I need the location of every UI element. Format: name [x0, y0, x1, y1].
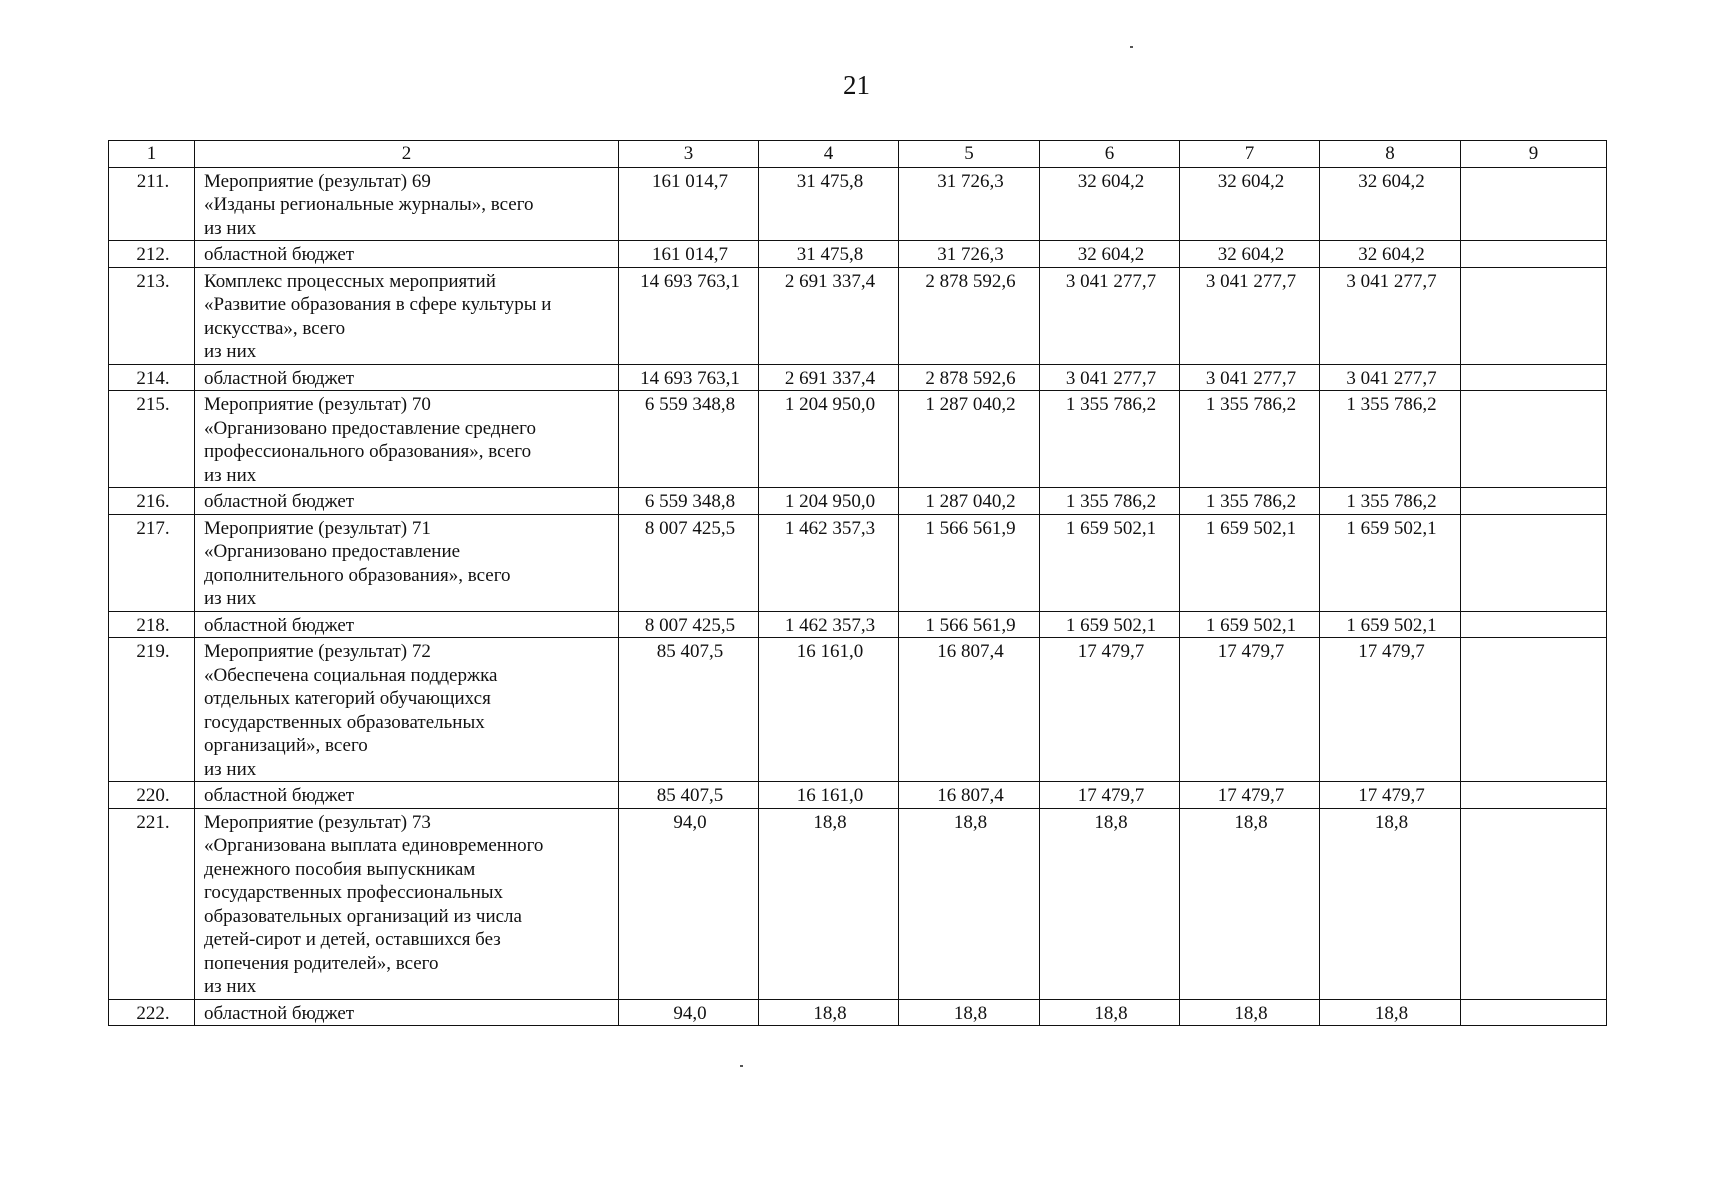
scan-speck	[740, 1065, 743, 1067]
value-col-7: 1 659 502,1	[1180, 611, 1320, 638]
value-col-9	[1461, 391, 1607, 488]
row-name-line: Мероприятие (результат) 72	[204, 641, 431, 662]
row-name-line: попечения родителей», всего	[204, 952, 439, 974]
row-name-line: Мероприятие (результат) 73	[204, 811, 431, 833]
column-header-2: 2	[195, 141, 619, 168]
table-row	[109, 611, 1607, 638]
value-col-3: 14 693 763,1	[619, 267, 759, 364]
table-row	[109, 391, 1607, 488]
value-col-4: 31 475,8	[759, 241, 899, 268]
row-name-line: областной бюджет	[204, 614, 355, 636]
value-col-6: 18,8	[1040, 999, 1180, 1026]
value-col-6: 3 041 277,7	[1040, 267, 1180, 364]
row-name	[195, 364, 619, 391]
row-number: 218.	[109, 611, 195, 638]
row-name	[195, 391, 619, 488]
column-header-9: 9	[1461, 141, 1607, 168]
page-number: 21	[843, 70, 870, 100]
value-col-9	[1461, 782, 1607, 809]
value-col-9	[1461, 488, 1607, 515]
table-row	[109, 364, 1607, 391]
value-col-5: 1 566 561,9	[899, 611, 1040, 638]
value-col-6: 1 355 786,2	[1040, 488, 1180, 515]
value-col-4: 1 204 950,0	[759, 488, 899, 515]
value-col-7: 3 041 277,7	[1180, 364, 1320, 391]
value-col-6: 32 604,2	[1040, 241, 1180, 268]
row-name	[195, 514, 619, 611]
row-name-line: «Развитие образования в сфере культуры и	[204, 294, 552, 315]
value-col-4: 18,8	[759, 999, 899, 1026]
value-col-8: 32 604,2	[1320, 241, 1461, 268]
row-name-line: государственных профессиональных	[204, 882, 504, 903]
row-name	[195, 999, 619, 1026]
table-row	[109, 782, 1607, 809]
row-name-line: организаций», всего	[204, 735, 368, 756]
row-name-line: отдельных категорий обучающихся	[204, 688, 491, 709]
table-row	[109, 167, 1607, 241]
value-col-3: 85 407,5	[619, 782, 759, 809]
value-col-6: 1 659 502,1	[1040, 611, 1180, 638]
value-col-8: 3 041 277,7	[1320, 267, 1461, 364]
row-name-line: из них	[204, 464, 257, 486]
value-col-5: 18,8	[899, 808, 1040, 999]
value-col-8: 1 659 502,1	[1320, 514, 1461, 611]
row-name-line: областной бюджет	[204, 785, 355, 806]
value-col-4: 2 691 337,4	[759, 364, 899, 391]
column-header-5: 5	[899, 141, 1040, 168]
row-number: 215.	[109, 391, 195, 488]
row-name-line: Комплекс процессных мероприятий	[204, 270, 496, 292]
value-col-8: 18,8	[1320, 999, 1461, 1026]
row-name-line: профессионального образования», всего	[204, 441, 532, 462]
value-col-5: 16 807,4	[899, 782, 1040, 809]
value-col-6: 1 659 502,1	[1040, 514, 1180, 611]
row-name-line: областной бюджет	[204, 367, 355, 389]
value-col-3: 94,0	[619, 808, 759, 999]
value-col-7: 3 041 277,7	[1180, 267, 1320, 364]
value-col-5: 1 566 561,9	[899, 514, 1040, 611]
value-col-4: 31 475,8	[759, 167, 899, 241]
row-name-line: из них	[204, 217, 257, 239]
value-col-9	[1461, 611, 1607, 638]
table-row	[109, 488, 1607, 515]
value-col-9	[1461, 364, 1607, 391]
value-col-6: 17 479,7	[1040, 638, 1180, 782]
value-col-4: 16 161,0	[759, 638, 899, 782]
value-col-3: 6 559 348,8	[619, 488, 759, 515]
value-col-7: 18,8	[1180, 999, 1320, 1026]
value-col-8: 17 479,7	[1320, 782, 1461, 809]
value-col-8: 1 355 786,2	[1320, 391, 1461, 488]
row-name-line: Мероприятие (результат) 70	[204, 394, 431, 415]
value-col-9	[1461, 638, 1607, 782]
row-name-line: денежного пособия выпускникам	[204, 858, 476, 880]
row-name-line: искусства», всего	[204, 317, 346, 339]
table-row	[109, 267, 1607, 364]
value-col-7: 32 604,2	[1180, 241, 1320, 268]
row-name	[195, 808, 619, 999]
value-col-5: 2 878 592,6	[899, 267, 1040, 364]
value-col-9	[1461, 808, 1607, 999]
value-col-7: 32 604,2	[1180, 167, 1320, 241]
value-col-6: 18,8	[1040, 808, 1180, 999]
value-col-5: 18,8	[899, 999, 1040, 1026]
column-header-7: 7	[1180, 141, 1320, 168]
row-number: 212.	[109, 241, 195, 268]
value-col-9	[1461, 167, 1607, 241]
value-col-7: 1 355 786,2	[1180, 391, 1320, 488]
table-row	[109, 808, 1607, 999]
column-header-1: 1	[109, 141, 195, 168]
value-col-9	[1461, 999, 1607, 1026]
table-row	[109, 999, 1607, 1026]
value-col-8: 32 604,2	[1320, 167, 1461, 241]
column-header-8: 8	[1320, 141, 1461, 168]
value-col-6: 1 355 786,2	[1040, 391, 1180, 488]
row-name-line: «Организовано предоставление среднего	[204, 417, 536, 439]
value-col-8: 18,8	[1320, 808, 1461, 999]
row-name-line: из них	[204, 341, 257, 362]
row-name-line: детей-сирот и детей, оставшихся без	[204, 929, 501, 950]
value-col-8: 3 041 277,7	[1320, 364, 1461, 391]
row-name	[195, 241, 619, 268]
value-col-8: 17 479,7	[1320, 638, 1461, 782]
value-col-4: 1 462 357,3	[759, 611, 899, 638]
value-col-5: 31 726,3	[899, 167, 1040, 241]
value-col-5: 1 287 040,2	[899, 488, 1040, 515]
table-row	[109, 514, 1607, 611]
table-row	[109, 241, 1607, 268]
row-number: 220.	[109, 782, 195, 809]
value-col-3: 161 014,7	[619, 241, 759, 268]
row-number: 213.	[109, 267, 195, 364]
row-name-line: из них	[204, 976, 257, 997]
value-col-4: 16 161,0	[759, 782, 899, 809]
row-name-line: из них	[204, 758, 257, 780]
row-number: 211.	[109, 167, 195, 241]
column-header-3: 3	[619, 141, 759, 168]
value-col-3: 94,0	[619, 999, 759, 1026]
row-number: 222.	[109, 999, 195, 1026]
value-col-6: 32 604,2	[1040, 167, 1180, 241]
row-number: 221.	[109, 808, 195, 999]
row-name	[195, 167, 619, 241]
value-col-6: 3 041 277,7	[1040, 364, 1180, 391]
value-col-5: 2 878 592,6	[899, 364, 1040, 391]
row-name-line: «Организовано предоставление	[204, 541, 461, 562]
value-col-3: 6 559 348,8	[619, 391, 759, 488]
value-col-4: 1 462 357,3	[759, 514, 899, 611]
value-col-3: 161 014,7	[619, 167, 759, 241]
row-name	[195, 638, 619, 782]
value-col-5: 1 287 040,2	[899, 391, 1040, 488]
row-name-line: «Организована выплата единовременного	[204, 835, 544, 856]
row-name-line: областной бюджет	[204, 1002, 355, 1024]
row-name	[195, 611, 619, 638]
value-col-5: 16 807,4	[899, 638, 1040, 782]
row-name-line: из них	[204, 588, 257, 609]
value-col-6: 17 479,7	[1040, 782, 1180, 809]
value-col-3: 8 007 425,5	[619, 514, 759, 611]
row-number: 219.	[109, 638, 195, 782]
row-name-line: дополнительного образования», всего	[204, 564, 511, 586]
row-name-line: областной бюджет	[204, 244, 355, 265]
row-number: 214.	[109, 364, 195, 391]
row-name-line: «Обеспечена социальная поддержка	[204, 664, 498, 686]
value-col-8: 1 659 502,1	[1320, 611, 1461, 638]
row-name	[195, 782, 619, 809]
column-header-4: 4	[759, 141, 899, 168]
table-row	[109, 638, 1607, 782]
value-col-9	[1461, 514, 1607, 611]
value-col-8: 1 355 786,2	[1320, 488, 1461, 515]
table-body	[109, 167, 1607, 1026]
value-col-5: 31 726,3	[899, 241, 1040, 268]
row-number: 217.	[109, 514, 195, 611]
value-col-7: 17 479,7	[1180, 782, 1320, 809]
row-name-line: областной бюджет	[204, 491, 355, 512]
row-name	[195, 488, 619, 515]
budget-table	[108, 140, 1607, 1026]
value-col-9	[1461, 267, 1607, 364]
value-col-4: 1 204 950,0	[759, 391, 899, 488]
value-col-7: 18,8	[1180, 808, 1320, 999]
row-number: 216.	[109, 488, 195, 515]
row-name-line: Мероприятие (результат) 69	[204, 170, 431, 192]
value-col-7: 17 479,7	[1180, 638, 1320, 782]
value-col-7: 1 659 502,1	[1180, 514, 1320, 611]
row-name	[195, 267, 619, 364]
value-col-7: 1 355 786,2	[1180, 488, 1320, 515]
column-header-6: 6	[1040, 141, 1180, 168]
value-col-4: 2 691 337,4	[759, 267, 899, 364]
value-col-4: 18,8	[759, 808, 899, 999]
row-name-line: «Изданы региональные журналы», всего	[204, 194, 534, 215]
value-col-9	[1461, 241, 1607, 268]
scan-speck	[1130, 46, 1133, 48]
value-col-3: 8 007 425,5	[619, 611, 759, 638]
header-row	[109, 141, 1607, 168]
row-name-line: Мероприятие (результат) 71	[204, 517, 431, 539]
row-name-line: государственных образовательных	[204, 711, 485, 733]
value-col-3: 14 693 763,1	[619, 364, 759, 391]
value-col-3: 85 407,5	[619, 638, 759, 782]
row-name-line: образовательных организаций из числа	[204, 905, 522, 927]
